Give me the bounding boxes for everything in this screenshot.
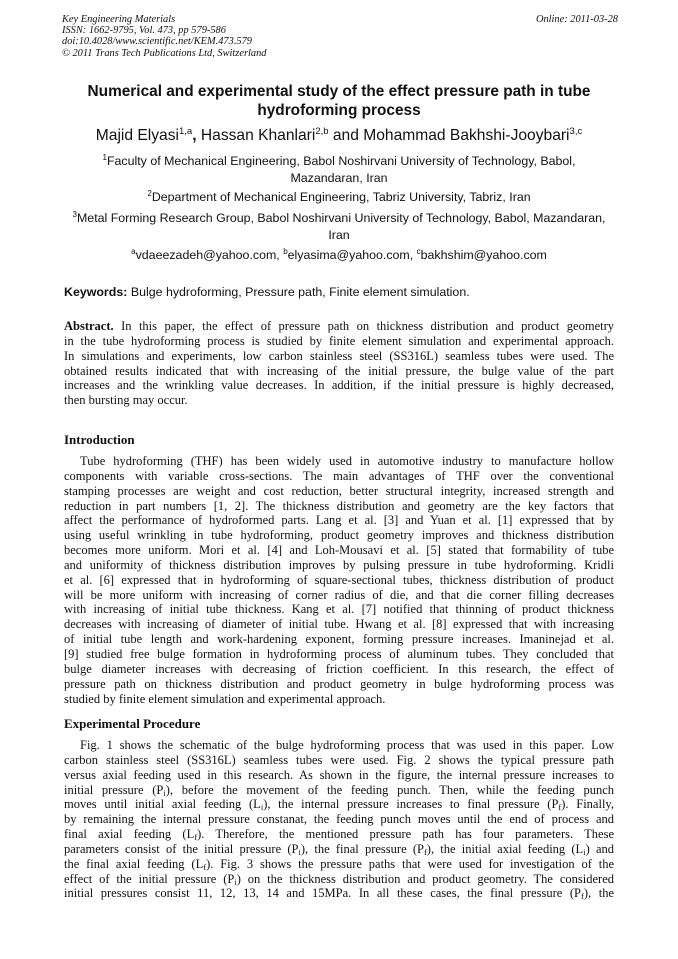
doi-line: doi:10.4028/www.scientific.net/KEM.473.579 — [62, 36, 252, 48]
affiliation-1 — [66, 153, 612, 187]
section-heading-experimental: Experimental Procedure — [64, 716, 201, 731]
section-heading-introduction: Introduction — [64, 432, 135, 447]
text-run: ), before the movement of the feeding punch. Then, while the feeding punch — [165, 782, 614, 797]
email-b-sup: b — [283, 247, 288, 256]
email-a: vdaeezadeh@yahoo.com, — [135, 248, 280, 262]
subscript: i — [163, 787, 166, 798]
text-run: ) and — [585, 841, 614, 856]
body-line — [64, 872, 614, 887]
text-run: parameters consist of the initial pressure (P — [64, 841, 299, 856]
text-run: ), the initial axial feeding (L — [426, 841, 584, 856]
body-line: by remaining the internal pressure constanat, the feeding punch moves until the end of process and — [64, 812, 614, 827]
email-c-sup: c — [416, 247, 421, 256]
subscript: f — [194, 832, 198, 843]
affiliation-1-sup: 1 — [102, 153, 107, 162]
body-line: components with variable cross-sections. The main advantages of THF over the conventional — [64, 468, 614, 483]
subscript: f — [558, 802, 562, 813]
body-line: becomes more uniform. Mori et al. [4] and Loh-Mousavi et al. [5] stated that formability of tube — [64, 543, 614, 558]
text-run: moves until initial axial feeding (L — [64, 797, 261, 812]
body-line — [64, 783, 614, 798]
text-run: initial pressure (P — [64, 782, 164, 797]
body-line: Tube hydroforming (THF) has been widely used in automotive industry to manufacture hollow — [80, 454, 614, 468]
title-line-1: Numerical and experimental study of the effect pressure path in tube — [87, 83, 591, 100]
email-b: elyasima@yahoo.com, — [287, 248, 414, 262]
body-line: reduction in part numbers [1, 2]. The thickness distribution and geometry are the key factors that — [64, 498, 614, 513]
body-line: [9] studied free bulge formation in hydroforming process of aluminum tubes. They concluded that — [64, 646, 614, 661]
subscript: i — [583, 846, 586, 857]
body-line: and uniformity of thickness distribution improves by pulsing pressure in tube hydroforming. Kridli — [64, 557, 614, 572]
email-c: bakhshim@yahoo.com — [420, 248, 547, 262]
body-line — [64, 842, 614, 857]
body-line: versus axial feeding used in this research. As shown in the figure, the internal pressure increases to — [64, 767, 614, 782]
online-date: Online: 2011-03-28 — [535, 14, 618, 25]
body-line: using useful wrinkling in tube hydroforming, product geometry improves and thickness distribution — [64, 528, 614, 543]
text-run: final axial feeding (L — [64, 827, 195, 842]
body-line: with increasing of initial tube thickness. Kang et al. [7] notified that thinning of product thickness — [64, 602, 614, 617]
author-2: Hassan Khanlari — [200, 127, 316, 144]
text-run: ), the internal pressure increases to final pressure (P — [263, 797, 559, 812]
abstract-label: Abstract. — [64, 319, 114, 333]
keywords-label: Keywords: — [64, 285, 128, 299]
author-3-sup: 3,c — [569, 126, 583, 137]
body-line: of initial tube length and work-hardening exponent, forming pressure increases. Imaninejad et al. — [64, 632, 614, 647]
running-header — [62, 14, 618, 59]
body-line: Fig. 1 shows the schematic of the bulge hydroforming process that was used in this paper. Low — [80, 738, 614, 752]
subscript: f — [203, 861, 207, 872]
subscript: i — [234, 876, 237, 887]
affiliation-3-line-1: Metal Forming Research Group, Babol Noshirvani University of Technology, Babol, Mazandaran, — [76, 211, 606, 225]
subscript: f — [581, 891, 584, 902]
abstract-line-text: In this paper, the effect of pressure path on thickness distribution and product geometry — [121, 319, 614, 333]
text-run: effect of the initial pressure (P — [64, 871, 235, 886]
journal-name: Key Engineering Materials — [62, 14, 176, 25]
author-2-sup: 2,b — [315, 126, 329, 137]
affiliation-3 — [66, 210, 612, 244]
introduction-body — [64, 454, 614, 706]
author-1-sup: 1,a — [178, 126, 193, 137]
body-line: et al. [6] expressed that in hydroforming of square-sectional tubes, thickness distribution of product — [64, 572, 614, 587]
body-line — [64, 857, 614, 872]
email-a-sup: a — [131, 247, 136, 256]
abstract-line: in the tube hydroforming process is studied by finite element simulation and experimental approach. — [64, 333, 614, 348]
text-run: the final axial feeding (L — [64, 856, 204, 871]
body-line: bulge diameter increases with decreasing of friction coefficient. In this research, the effect of — [64, 661, 614, 676]
body-line: decreases with increasing of diameter of initial tube. Hwang et al. [8] expressed that with increasing — [64, 617, 614, 632]
affiliation-1-line-2: Mazandaran, Iran — [290, 170, 388, 185]
abstract-line — [64, 319, 614, 334]
abstract-line: increases and the wrinkling value decreases. In addition, if the initial pressure is highly decreased, — [64, 378, 614, 393]
abstract-line: then bursting may occur. — [64, 393, 188, 408]
affiliation-3-sup: 3 — [72, 210, 77, 219]
text-run: ), the — [583, 886, 614, 901]
text-run: initial pressures consist 11, 12, 13, 14 and 15MPa. In all these cases, the final pressure (P — [64, 886, 581, 901]
keywords-text: Bulge hydroforming, Pressure path, Finite element simulation. — [130, 285, 470, 299]
email-list — [60, 247, 618, 263]
affiliation-1-line-1: Faculty of Mechanical Engineering, Babol Noshirvani University of Technology, Babol, — [106, 154, 576, 168]
author-and: and — [332, 127, 359, 144]
body-line: pressure path on thickness distribution and product geometry in bulge hydroforming process was — [64, 676, 614, 691]
abstract-line: obtained results indicated that with increasing of the initial pressure, the bulge value of the part — [64, 363, 614, 378]
body-line: studied by finite element simulation and experimental approach. — [64, 691, 386, 706]
affiliation-2-sup: 2 — [147, 189, 152, 198]
keywords — [64, 284, 620, 300]
subscript: f — [423, 846, 427, 857]
abstract — [64, 319, 614, 408]
body-line: affect the performance of hydroformed parts. Lang et al. [3] and Yuan et al. [1] expressed that by — [64, 513, 614, 528]
affiliation-3-line-2: Iran — [328, 227, 350, 242]
copyright-line: © 2011 Trans Tech Publications Ltd, Switzerland — [62, 47, 267, 59]
author-3: Mohammad Bakhshi-Jooybari — [363, 127, 570, 144]
affiliation-2 — [66, 189, 612, 206]
text-run: ). Therefore, the mentioned pressure path has four parameters. These — [197, 827, 614, 842]
body-line — [64, 827, 614, 842]
affiliation-2-line-1: Department of Mechanical Engineering, Tabriz University, Tabriz, Iran — [151, 190, 531, 204]
text-run: ), the final pressure (P — [300, 841, 424, 856]
abstract-line: In simulations and experiments, low carbon stainless steel (SS316L) seamless tubes were used. The — [64, 348, 614, 363]
body-line: stamping processes are weight and cost reduction, better structural integrity, increased strength and — [64, 483, 614, 498]
issn-line: ISSN: 1662-9795, Vol. 473, pp 579-586 — [62, 25, 226, 37]
body-line: will be more uniform with increasing of corner radius of die, and that die corner filling decreases — [64, 587, 614, 602]
text-run: ) on the thickness distribution and product geometry. The considered — [236, 871, 614, 886]
text-run: ). Fig. 3 shows the pressure paths that were used for investigation of the — [206, 856, 614, 871]
subscript: i — [260, 802, 264, 813]
text-run: ). Finally, — [561, 797, 614, 812]
author-list: Majid Elyasi$^{1,a}$, Hassan Khanlari$^{2,b}$ and Mohammad Bakhshi-Jooybari$^{3,c}$ — [95, 126, 583, 144]
subscript: i — [298, 846, 301, 857]
body-line — [64, 797, 614, 812]
body-line: carbon stainless steel (SS316L) seamless tubes were used. Fig. 2 shows the typical pressure path — [64, 752, 614, 767]
experimental-body — [64, 738, 614, 901]
paper-title — [60, 82, 618, 120]
author-1: Majid Elyasi — [95, 127, 179, 144]
body-line — [64, 886, 614, 901]
title-line-2: hydroforming process — [257, 102, 421, 119]
